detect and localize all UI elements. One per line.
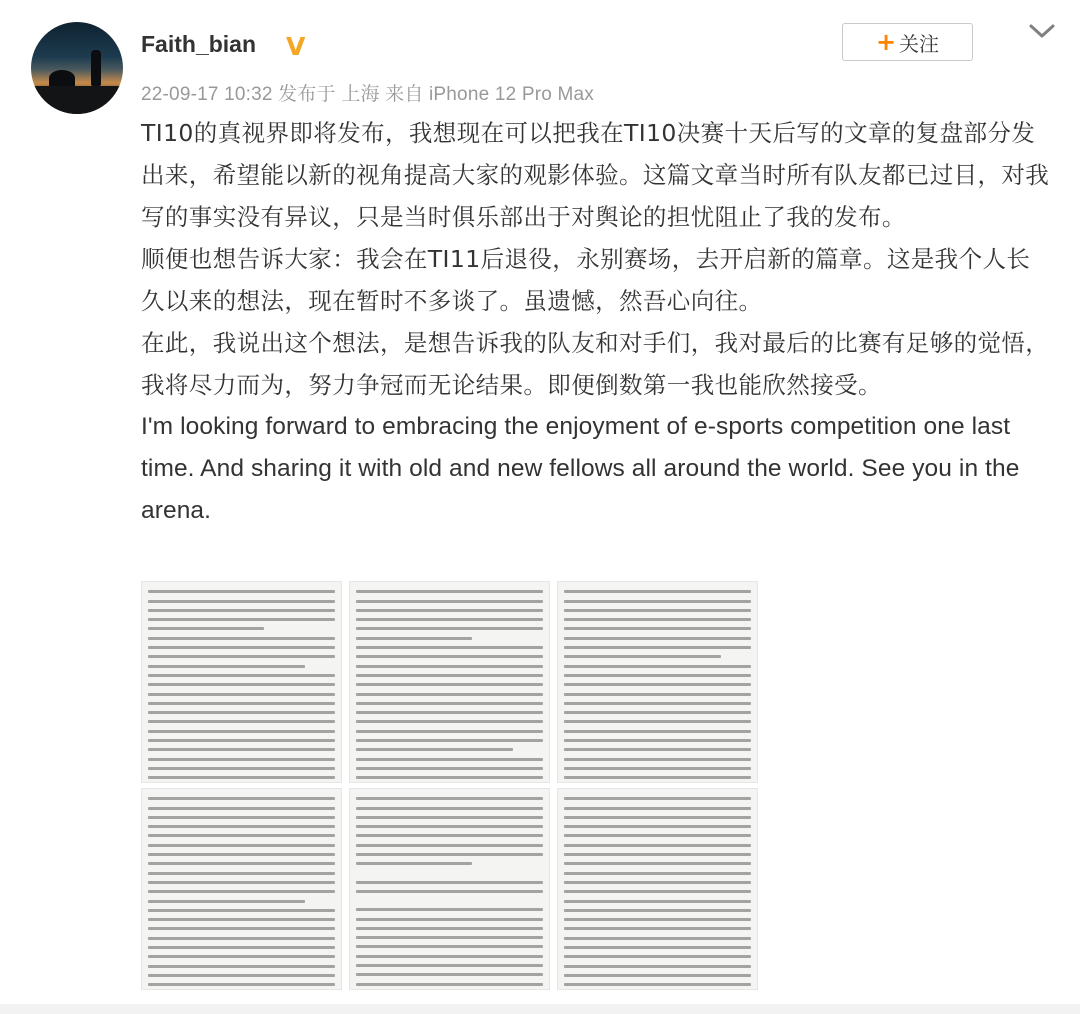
image-text-line	[564, 834, 751, 837]
image-text-line	[148, 711, 335, 714]
image-text-line	[148, 918, 335, 921]
image-text-line	[356, 702, 543, 705]
avatar-silhouette	[49, 70, 75, 86]
image-text-line	[356, 816, 543, 819]
image-text-line	[148, 900, 305, 903]
image-text-line	[148, 609, 335, 612]
follow-label: 关注	[899, 31, 940, 56]
image-text-line	[356, 825, 543, 828]
plus-icon: +	[875, 28, 897, 56]
image-text-line	[356, 973, 543, 976]
image-text-line	[564, 693, 751, 696]
image-text-line	[148, 983, 335, 986]
image-text-line	[564, 918, 751, 921]
post-image-6[interactable]	[557, 788, 758, 990]
image-text-line	[564, 965, 751, 968]
image-text-line	[356, 945, 543, 948]
image-text-line	[148, 767, 335, 770]
image-text-line	[148, 674, 335, 677]
image-text-line	[148, 693, 335, 696]
image-text-line	[356, 853, 543, 856]
follow-button[interactable]	[842, 23, 973, 61]
image-text-line	[564, 974, 751, 977]
image-text-line	[356, 983, 543, 986]
image-text-line	[356, 720, 543, 723]
image-text-line	[564, 637, 751, 640]
chevron-down-icon[interactable]	[1028, 22, 1056, 42]
post-paragraph: 在此，我说出这个想法，是想告诉我的队友和对手们，我对最后的比赛有足够的觉悟，我将尽力而为，努力争冠而无论结果。即便倒数第一我也能欣然接受。	[141, 329, 1050, 399]
image-text-line	[356, 739, 543, 742]
verified-badge-icon: V	[286, 32, 306, 61]
image-text-line	[356, 655, 543, 658]
image-text-line	[356, 646, 543, 649]
image-text-line	[148, 627, 264, 630]
image-text-line	[356, 711, 543, 714]
image-text-line	[356, 927, 543, 930]
image-text-line	[148, 720, 335, 723]
image-text-line	[148, 927, 335, 930]
image-text-line	[356, 865, 543, 874]
image-text-line	[356, 748, 513, 751]
image-text-line	[564, 739, 751, 742]
post-image-1[interactable]	[141, 581, 342, 783]
image-text-line	[356, 807, 543, 810]
image-text-line	[148, 909, 335, 912]
image-text-line	[148, 590, 335, 593]
image-text-line	[148, 730, 335, 733]
post-paragraph: 顺便也想告诉大家：我会在TI11后退役，永别赛场，去开启新的篇章。这是我个人长久以来的想法，现在暂时不多谈了。虽遗憾，然吾心向往。	[141, 245, 1031, 315]
image-text-line	[148, 600, 335, 603]
image-text-line	[356, 844, 543, 847]
divider	[0, 1004, 1080, 1014]
post-meta: 22-09-17 10:32 发布于 上海 来自 iPhone 12 Pro Max	[141, 84, 594, 105]
image-text-line	[148, 758, 335, 761]
username[interactable]: Faith_bian	[141, 31, 257, 57]
image-text-line	[564, 776, 751, 779]
image-text-line	[356, 881, 543, 884]
image-text-line	[356, 955, 543, 958]
image-text-line	[564, 627, 751, 630]
post-image-2[interactable]	[349, 581, 550, 783]
avatar-figure	[91, 50, 101, 86]
avatar-foreground	[31, 86, 123, 114]
image-text-line	[356, 776, 543, 779]
image-text-line	[148, 702, 335, 705]
image-text-line	[564, 909, 751, 912]
image-text-line	[148, 872, 335, 875]
image-text-line	[564, 816, 751, 819]
image-text-line	[564, 674, 751, 677]
image-text-line	[564, 720, 751, 723]
image-text-line	[564, 955, 751, 958]
image-text-line	[356, 908, 543, 911]
image-text-line	[356, 797, 543, 800]
image-text-line	[148, 655, 335, 658]
image-text-line	[148, 974, 335, 977]
image-text-line	[356, 918, 543, 921]
image-text-line	[148, 965, 335, 968]
image-text-line	[564, 862, 751, 865]
post-paragraph: TI10的真视界即将发布，我想现在可以把我在TI10决赛十天后写的文章的复盘部分发出来，希望能以新的视角提高大家的观影体验。这篇文章当时所有队友都已过目，对我写的事实没有异议，只是当时俱乐部出于对舆论的担忧阻止了我的发布。	[141, 119, 1050, 231]
post-image-3[interactable]	[557, 581, 758, 783]
image-text-line	[356, 693, 543, 696]
image-text-line	[564, 983, 751, 986]
image-text-line	[148, 748, 335, 751]
image-text-line	[356, 600, 543, 603]
image-text-line	[148, 776, 335, 779]
image-text-line	[356, 637, 472, 640]
image-text-line	[564, 900, 751, 903]
image-text-line	[564, 683, 751, 686]
image-text-line	[148, 797, 335, 800]
image-text-line	[564, 927, 751, 930]
image-text-line	[564, 767, 751, 770]
image-text-line	[356, 936, 543, 939]
image-text-line	[564, 946, 751, 949]
image-text-line	[564, 825, 751, 828]
image-text-line	[148, 881, 335, 884]
post-image-5[interactable]	[349, 788, 550, 990]
image-text-line	[564, 655, 721, 658]
image-text-line	[356, 767, 543, 770]
image-text-line	[148, 890, 335, 893]
image-text-line	[148, 646, 335, 649]
image-text-line	[564, 730, 751, 733]
image-text-line	[564, 853, 751, 856]
image-text-line	[148, 816, 335, 819]
image-text-line	[148, 937, 335, 940]
image-text-line	[148, 739, 335, 742]
image-text-line	[356, 890, 543, 893]
image-text-line	[564, 590, 751, 593]
user-avatar[interactable]	[31, 22, 123, 114]
image-text-line	[564, 646, 751, 649]
image-text-line	[564, 758, 751, 761]
image-text-line	[356, 674, 543, 677]
image-text-line	[564, 748, 751, 751]
image-text-line	[356, 590, 543, 593]
image-text-line	[148, 834, 335, 837]
image-text-line	[564, 797, 751, 800]
image-text-line	[148, 665, 305, 668]
post-content	[141, 112, 1051, 532]
image-text-line	[148, 946, 335, 949]
image-text-line	[356, 730, 543, 733]
image-text-line	[564, 807, 751, 810]
image-text-line	[148, 618, 335, 621]
image-text-line	[356, 893, 543, 902]
image-text-line	[564, 872, 751, 875]
image-text-line	[564, 600, 751, 603]
image-text-line	[356, 758, 543, 761]
image-text-line	[148, 683, 335, 686]
image-text-line	[564, 618, 751, 621]
image-text-line	[148, 862, 335, 865]
image-text-line	[356, 834, 543, 837]
image-text-line	[564, 609, 751, 612]
image-text-line	[564, 881, 751, 884]
image-text-line	[356, 665, 543, 668]
image-text-line	[564, 702, 751, 705]
image-text-line	[148, 637, 335, 640]
image-text-line	[356, 964, 543, 967]
image-text-line	[356, 683, 543, 686]
image-text-line	[356, 609, 543, 612]
image-text-line	[356, 618, 543, 621]
image-text-line	[148, 844, 335, 847]
image-text-line	[148, 807, 335, 810]
image-text-line	[148, 955, 335, 958]
image-text-line	[564, 711, 751, 714]
image-text-line	[564, 937, 751, 940]
image-text-line	[148, 825, 335, 828]
post-image-4[interactable]	[141, 788, 342, 990]
image-text-line	[564, 665, 751, 668]
post-paragraph: I'm looking forward to embracing the enjoyment of e-sports competition one last time. And sharing it with old and new fellows all around the world. See you in the arena.	[141, 413, 1020, 524]
image-text-line	[564, 844, 751, 847]
image-text-line	[148, 853, 335, 856]
image-text-line	[356, 862, 472, 865]
image-text-line	[564, 890, 751, 893]
image-text-line	[356, 627, 543, 630]
